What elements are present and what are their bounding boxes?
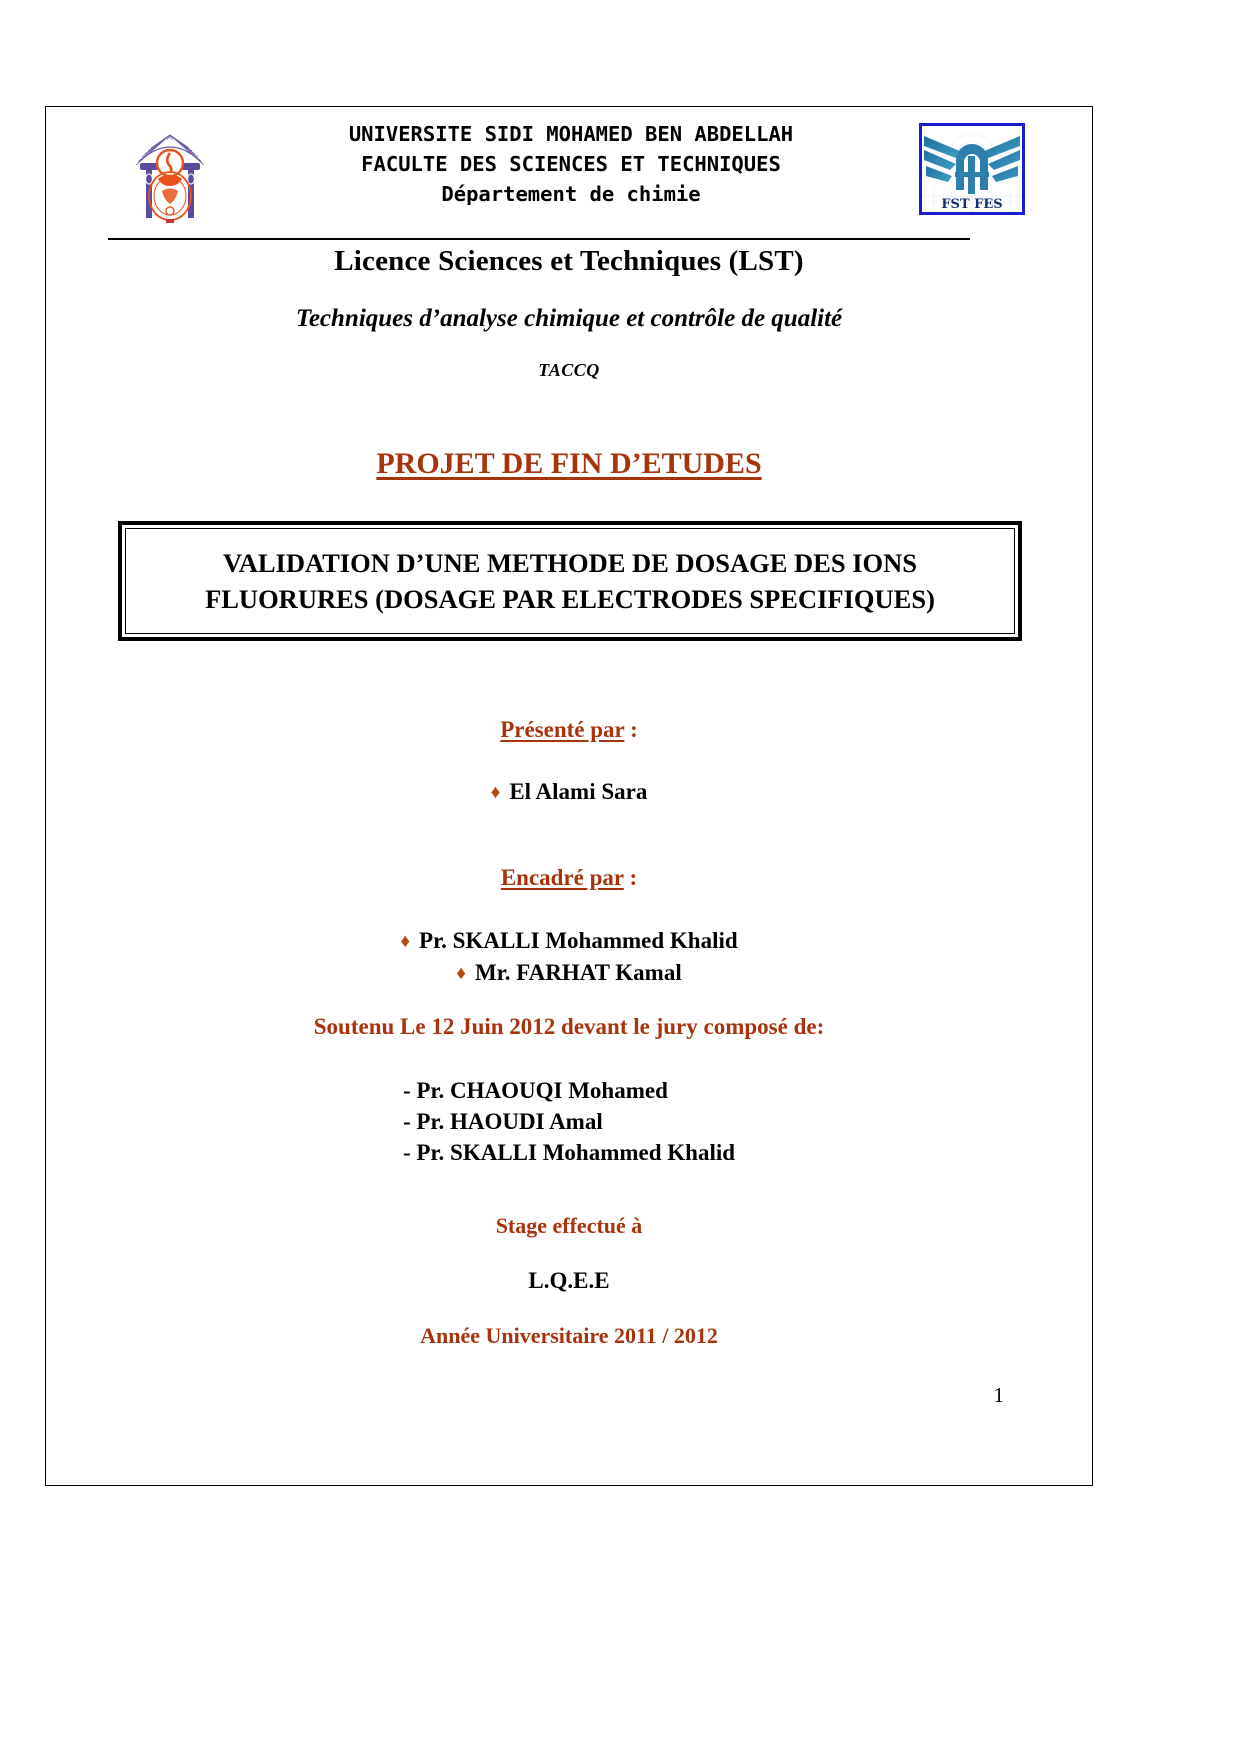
list-item bbox=[403, 1075, 735, 1106]
page-header bbox=[46, 107, 1092, 237]
university-name-line2: FACULTE DES SCIENCES ET TECHNIQUES bbox=[361, 152, 781, 176]
list-item bbox=[403, 1137, 735, 1168]
presented-by-list bbox=[46, 779, 1092, 805]
internship-organization: L.Q.E.E bbox=[528, 1268, 610, 1293]
project-title-line2: FLUORURES (DOSAGE PAR ELECTRODES SPECIFIQUES) bbox=[205, 584, 935, 614]
supervisor-name: Pr. SKALLI Mohammed Khalid bbox=[419, 928, 738, 953]
list-item bbox=[403, 1106, 735, 1137]
jury-list bbox=[46, 1075, 1092, 1168]
defense-date-line: Soutenu Le 12 Juin 2012 devant le jury composé de: bbox=[313, 1014, 825, 1039]
presented-by-colon: : bbox=[624, 717, 638, 742]
project-heading-text: PROJET DE FIN D’ETUDES bbox=[376, 447, 762, 480]
diamond-bullet-icon: ♦ bbox=[490, 782, 501, 803]
jury-member-name: Pr. HAOUDI Amal bbox=[416, 1109, 603, 1134]
diamond-bullet-icon: ♦ bbox=[456, 963, 466, 984]
department-name: Département de chimie bbox=[441, 182, 701, 206]
specialty-abbreviation: TACCQ bbox=[538, 360, 600, 380]
diamond-bullet-icon: ♦ bbox=[400, 931, 411, 952]
page-number: 1 bbox=[993, 1383, 1004, 1407]
project-title-box-inner bbox=[125, 528, 1015, 634]
university-crest-icon bbox=[124, 113, 216, 225]
academic-year: Année Universitaire 2011 / 2012 bbox=[420, 1323, 718, 1348]
project-title-box bbox=[118, 521, 1022, 641]
svg-text:FST FES: FST FES bbox=[941, 197, 1003, 212]
degree-title: Licence Sciences et Techniques (LST) bbox=[334, 245, 804, 277]
jury-dash: - bbox=[402, 1078, 411, 1103]
header-divider bbox=[108, 238, 970, 240]
list-item bbox=[46, 957, 1092, 989]
supervised-by-heading bbox=[46, 865, 1092, 891]
jury-member-name: Pr. SKALLI Mohammed Khalid bbox=[416, 1140, 736, 1165]
jury-member-name: Pr. CHAOUQI Mohamed bbox=[416, 1078, 668, 1103]
university-name-block bbox=[226, 119, 916, 209]
supervisor-name: Mr. FARHAT Kamal bbox=[474, 960, 682, 985]
list-item bbox=[46, 925, 1092, 957]
internship-label: Stage effectué à bbox=[495, 1213, 643, 1238]
student-name: El Alami Sara bbox=[509, 779, 648, 804]
project-heading bbox=[46, 447, 1092, 481]
supervised-by-colon: : bbox=[623, 865, 638, 890]
fst-fes-logo-icon bbox=[919, 123, 1025, 215]
presented-by-heading bbox=[46, 717, 1092, 743]
supervised-by-list bbox=[46, 925, 1092, 989]
jury-dash: - bbox=[402, 1140, 411, 1165]
document-page bbox=[45, 106, 1093, 1486]
specialty-title: Techniques d’analyse chimique et contrôle de qualité bbox=[295, 305, 843, 332]
supervised-by-label: Encadré par bbox=[500, 865, 624, 890]
jury-dash: - bbox=[402, 1109, 411, 1134]
university-name-line1: UNIVERSITE SIDI MOHAMED BEN ABDELLAH bbox=[348, 122, 794, 146]
project-title-line1: VALIDATION D’UNE METHODE DE DOSAGE DES IONS bbox=[222, 548, 918, 578]
presented-by-label: Présenté par bbox=[500, 717, 625, 742]
